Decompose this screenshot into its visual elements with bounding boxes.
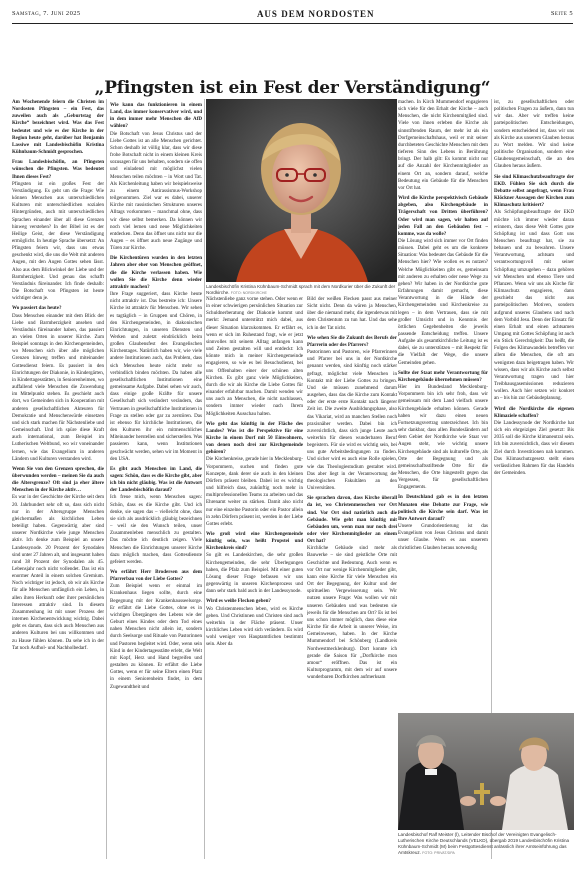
article-paragraph: Dass Menschen einander mit dem Blick der Liebe und Barmherzigkeit ansehen und Verständnis füreinander haben, das passiert an vielen Orten in unserer Kirche. Zum Beispiel sonntags in den Kirchengemeinden, wo Menschen sich über alle möglichen Grenzen hinweg treffen und miteinander Gottesdienst feiern. Es passiert in den Einrichtungen der Diakonie, in Kindergärten, in Kindertagesstätten, in Seniorenheimen, wo auffallend viele Menschen die Zuwendung im Mittelpunkt stehen. Es geschieht auch dort, wo Gemeinden sich in Kooperation mit anderen gesellschaftlichen Akteuren für Demokratie und Menschenwürde einsetzen und sich stark machen für Nächstenliebe und Gemeinschaft. Und ich spüre diese Kraft auch international, zum Beispiel im Lutherischen Weltbund, wo wir voneinander lernen, wie das Evangelium in anderen Ländern und Kulturen verstanden wird.	[12, 312, 104, 462]
issue-date: Samstag, 7. Juni 2025	[12, 10, 81, 17]
article-paragraph: Pfingsten ist ein großes Fest der Verständigung. Es geht um die Frage: Wie können Menschen aus unterschiedlichen Kulturen mit unterschiedlichen sozialen Hintergründen, auch mit unterschiedlichen Sprachen einander über all diese Grenzen hinweg verstehen? In der Bibel ist es der Heilige Geist, der diese Verständigung ermöglicht. In heutige Sprache übersetzt: An Pfingsten feiern wir, dass uns etwas geschenkt wird, die uns die Welt mit anderen Augen, mit den Augen Gottes sehen lässt. Also aus dem Blickwinkel der Liebe und der Barmherzigkeit. Und genau das schafft Verständnis füreinander. Ich finde deshalb: Die Botschaft von Pfingsten ist heute wichtiger denn je.	[12, 180, 104, 302]
article-paragraph: Die Kirchenkreise, gerade hier in Mecklenburg-Vorpommern, suchen und finden gute Konzepte, dank derer sie auch in den kleinen Dörfern präsent bleiben. Dabei ist es wichtig und hilfreich dass, zukünftig noch mehr in multiprofessionellen Teams zu arbeiten und das Ehrenamt weiter zu stärken. Damit also nicht nur eine einzelne Pastorin oder ein Pastor allein in zehn Dörfern präsent ist, werden in der Liebe Gottes erlebt.	[206, 456, 303, 527]
interview-question: Wie geht das künftig in der Fläche des Landes? Was ist die Perspektive für eine Kirche in einem Dorf mit 50 Einwohnern, von denen noch drei zur Kirchgemeinde gehören?	[206, 420, 303, 456]
article-paragraph: Zum Beispiel wenn er einmal im Krankenhaus liegen sollte, durch eine Begegnung mit der Krankenhausseelsorge. Er erfährt die Liebe Gottes, ohne es in wichtigen Übergängen des Lebens wie der Geburt eines Kindes oder dem Tod eines nahen Menschen nicht allein ist, sondern durch Seelsorge und Rituale von Pastorinnen und Pastoren begleitet wird. Oder, wenn sein Kind in der Kindertagesstätte erlebt, die Welt mit Kopf, Herz und Hand begreifen und gestalten zu können. Er erfährt die Liebe Gottes, wenn er für seine Eltern einen Platz in einem Seniorenheim findet, in dem Zugewandtheit und	[110, 583, 202, 690]
article-paragraph: Die Lösung wird sich immer vor Ort finden müssen. Dabei geht es um die konkrete Situation: Was bedeutet das Gebäude für die Menschen hier? Wie wollen es es nutzen? Welche Möglichkeiten gibt es, gemeinsam mit anderen zu erhalten oder neue Wege zu gehen? Wir haben in der Nordkirche gute Erfahrungen damit gemacht, diese Verantwortung in die Hände der Kirchengemeinden und Kirchenkreise zu legen – in dem Vertrauen, dass sie mit großer Umsicht und in Kenntnis der örtlichen Gegebenheiten die jeweils passende Entscheidung treffen. Unsere Aufgabe als gesamtkirchliche Leitung ist es dabei, sie zu unterstützen – mit Respekt für die Vielfalt der Wege, die unsere Gemeinden gehen.	[398, 237, 488, 366]
ceremony-illustration	[398, 713, 574, 830]
article-paragraph: Hier im Bundesland Mecklenburg-Vorpommern bin ich sehr froh, dass wir gemeinsam mit dem Land vielfach unsere Kirchengebäude erhalten können. Gerade haben wir dazu einen neuen Fortsetzungsvertrag unterzeichnet. Ich bin sehr dankbar, dass allen Bundesländern auf dem Gebiet der Nordkirche wie Staat vor Augen steht, wie wichtig unsere Kirchengebäude sind als kulturelle Orte, als Orte der Begegnung und als gemeinschaftsstiftende Orte für die Menschen, die Orte hingestellt gegen das Vergessen, für gesellschaftlichen Engagements.	[398, 384, 488, 491]
interview-question: Wie sehen Sie die Zukunft des Berufs der Pfarrerin oder des Pfarrers?	[307, 334, 397, 348]
ceremony-caption	[398, 832, 574, 856]
article-paragraph: Die Landessynode der Nordkirche hat sich ein ehrgeiziges Ziel gesetzt: Bis 2035 soll die Kirche klimaneutral sein. Ich bin zuversichtlich, dass wir diesem Ziel durch Investitionen nah kommen. Das Klimaschutzgesetz stellt einen verlässlichen Rahmen für das Handeln der Gemeinden.	[494, 419, 574, 476]
interview-question: Wird es weiße Flecken geben?	[206, 598, 271, 605]
page-masthead	[12, 4, 573, 24]
column-divider	[204, 99, 205, 859]
interview-question: Sie sind Klimaschutzbeauftragte der EKD. Fühlen Sie sich durch die Debatte selbst angefragt, wenn Frau Klöckner Aussagen der Kirchen zum Klimaschutz kritisiert?	[494, 173, 574, 209]
article-paragraph: Wo Christenmenschen leben, wird es Kirche geben. Und Christinnen und Christen sind auch weiterhin in der Fläche präsent. Unser kirchliches Leben wird sich verändern. Es wird wohl weniger von Hauptamtlichen bestimmt sein. Aber da	[206, 605, 303, 648]
interview-question: Wird die Kirche perspektivisch Gebäude abgeben, also Kirchengebäude in Trägerschaft von Dritten überführen? Oder wird man sagen, wir halten auf jeden Fall an den Gebäuden fest – komme, was da wolle?	[398, 195, 488, 237]
article-column-3	[206, 296, 303, 766]
article-paragraph: Kirchliche Gebäude sind mehr als Bauwerke – sie sind geistliche Orte mit Geschichte und Bedeutung. Auch wenn es vor Ort nur wenige Kirchenmitglieder gibt, kann eine Kirche für viele Menschen ein Ort der Begegnung, der Kultur und der spirituellen Vergewisserung sein. Wir nutzen unsere Frage: Was wollen wir mit unseren Gebäuden und was bedeuten sie jeweils für die Menschen am Ort? Es ist bei uns schon immer möglich, dass diese eine Kirche für die Arbeit in unserer Weise, im Gemeinwesen, haben. In der Kirche Mummendorf bei Schönberg (Landkreis Nordwestmecklenburg). Dort konnte ich gerade die Saison für „Dorfkirche mon amour“ eröffnen. Das ist ein Kulturprogramm, mit dem wir auf unsere wunderbaren Dorfkirchen aufmerksam	[307, 545, 397, 681]
page-number: Seite 5	[550, 10, 573, 17]
portrait-credit: FOTO: NORDKIRCHE	[230, 291, 267, 295]
article-paragraph: Pastorinnen und Pastoren, wie Pfarrerinnen und Pfarrer bei uns in der Nordkirche genannt werden, sind künftig noch stärker gefragt, möglichst viele Menschen in Kontakt mit der Liebe Gottes zu bringen. Und sie müssen zunehmend darum ausgehen, dass das die Kirche zum Kontakt oder der erste erste Kontakt nach längerer Zeit ist. Die zweite Ausbildungsphase, also das Vikariat, wird an manchen Stellen noch praxisnäher werden. Dabei bin ich zuversichtlich, dass sich junge Leute auch weiterhin für diesen wunderbaren Beruf begeistern. Für sie wird es wichtig sein, bei uns gute Arbeitsbedingungen zu finden. Und sicher wird es auch eine Rolle spielen, wie das Theologiestudium gestaltet wird. Das aber liegt in der Verantwortung der theologischen Fakultäten an den Universitäten.	[307, 349, 397, 492]
interview-question: Sollte der Staat mehr Verantwortung für Kirchengebäude übernehmen müssen?	[398, 369, 488, 383]
article-paragraph: So gilt es Landeskirchen, die sehr großen Kirchengemeinden, die sehr Überlegungen haben, die Pfalz zum Beispiel. Mit einer guten Lösung dieser Frage befassen wir uns gegenwärtig in unseren Kirchenprozess und dann sehr stark bald auch in der Landessynode.	[206, 552, 303, 595]
column-divider	[106, 99, 107, 859]
ceremony-photo	[398, 713, 574, 830]
article-lead: Am Wochenende feiern die Christen im Nordosten Pfingsten – ein Fest, das zuweilen auch als „Geburtstag der Kirche“ bezeichnet wird. Was das Fest bedeutet und wie es der Kirche in der Region heute geht, darüber hat Benjamin Lassiwe mit Landesbischöfin Kristina Kühnbaum-Schmidt gesprochen.	[12, 99, 104, 156]
interview-question: Frau Landesbischöfin, an Pfingsten wünschen die Pfingsten. Was bedeutet Ihnen dieses Fest?	[12, 159, 104, 180]
interview-question: Wo passiert das heute?	[12, 305, 62, 312]
interview-question: Wenn Sie von den Grenzen sprechen, die überwunden werden – meinen Sie da auch die Altersgrenze? Oft sind ja eher ältere Menschen in der Kirche aktiv…	[12, 465, 104, 494]
article-paragraph: Ihre Frage suggeriert, dass Kirche heute nicht attraktiv ist. Das bestreite ich: Unsere Kirche ist attraktiv für Menschen. Wir sehen es tagtäglich – in Gruppen und Chören, in den Kirchengemeinden, in diakonischen Einrichtungen, in unseren Diensten und Werken und zuletzt eindrücklich beim großen Glaubensfest des Evangelischen Kirchentages. Natürlich haben wir, wie viele andere Institutionen auch, das Problem, dass sich Menschen heute nicht mehr so verbindlich binden möchten. Da haben alle gesellschaftlichen Institutionen eine gemeinsame Aufgabe. Dabei sehen wir auch, dass einige große Kräfte für unsere Gesellschaft sich verändert verändern, das Vertrauen in gesellschaftliche Institutionen in Frage zu stellen oder gar zu zerstören. Das ist ebenso für kirchliche Institutionen, die den Kulturen ihr ein mitmenschliches Miteinander herstellen und sicherstellen. Was passieren kann, wenn Institutionen geschwächt werden, sehen wir im Moment in den USA.	[110, 291, 202, 462]
portrait-caption-text: Landesbischöfin Kristina Kühnbaum-Schmidt sprach mit dem Nordkurier über die Zukunft der Nordkirche.	[206, 284, 396, 295]
article-paragraph: ist, zu gesellschaftlichen oder politischen Fragen zu äußern, dann tun wir das. Aber wir treffen keine parteipolitischen Entscheidungen, sondern entscheidend ist, dass wir uns als Kirche aus unserem Glauben heraus zu Wort melden. Wir sind keine politische Organisation, sondern eine Glaubensgemeinschaft, die an den Glauben heraus äußern.	[494, 99, 574, 170]
article-paragraph: Ich freue mich, wenn Menschen sagen: Schön, dass es die Kirche gibt. Und ich denke, sie sagen das – vielleicht ohne, dass sie sich als ausdrücklich gläubig bezeichnen – weil sie den Wunsch teilen, unser Zusammenleben menschlich zu gestalten. Das möchte ich deutlich zeigen. Viele Menschen die Einrichtungen unserer Kirche dazu möglich machen, dass Gottesdienste gefeiert werden.	[110, 494, 202, 565]
article-column-4	[307, 296, 397, 859]
article-paragraph: Als Schöpfungsbeauftragte der EKD möchte ich immer wieder daran erinnern, dass diese Welt Gottes gute Schöpfung ist und dass Gott uns Menschen beauftragt hat, sie zu bebauen und zu bewahren. Unsere Verantwortung, achtsam und verantwortungsvoll mit seiner Schöpfung umzugehen – dazu gehören wir Menschen und ebenso Tiere und Pflanzen. Wenn wir uns als Kirche für Klimaschutz engagieren, dann geschieht das nicht aus parteipolitischen Motiven, sondern aufgrund unseres Glaubens und nach dem Vorbild Jesu. Denn der Einsatz für einen Erhalt und einen achtsamen Umgang mit Gottes Schöpfung ist auch ein Stück Gerechtigkeit: Das heißt, die Folgen des Klimawandels betreffen vor allem die Menschen, die oft am wenigsten dazu beigetragen haben. Wir wissen, dass wir als Kirche auch selbst Verantwortung tragen und hier Treibhausgasemissionen reduzieren wollen. Auch hier setzen wir konkret an – bis hin zur Gebäudeplanung.	[494, 209, 574, 402]
article-paragraph: Es war in der Geschichte der Kirche seit dem 20. Jahrhundert sehr oft so, dass sich nicht nur in der Altersgruppe Menschen gleichermaßen als kirchlichen Leben beteiligt haben. Gegenwärtig aber sind unserer Nordkirche viele junge Menschen aktiv. Ich denke zum Beispiel an unsere Landessynode. 20 Prozent der Synodalen sind unter 27 Jahren alt, und insgesamt haben rund 38 Prozent der Synodalen als 45. Lebensjahr noch nicht vollendet. Das ist ein enormer Anteil in einem solchen Gremium. Noch wichtiger ist jedoch, ob wir als Kirche für alle Menschen umfänglich ein Leben, in allen ihren Herkunft oder ihrer persönlichen Interessen attraktiv sind. In diesem Zusammenhang ist mit unser Prozess der internen Kirchenentwicklung wichtig. Dabei geht es darum, dass sich auch Menschen aus anderen Kulturen bei uns willkommen und zu Hause fühlen können. Da sehe ich in der Tat noch Aufhol- und Nachholbedarf.	[12, 494, 104, 651]
ceremony-caption-text: Landesbischof Ralf Meister (l), Leitender Bischof der Vereinigten Evangelisch-Lutherischen Kirche Deutschlands (VELKD), übergab 2019 Landesbischöfin Kristina Kühnbaum-Schmidt (M) beim Festgottesdienst anlässlich ihrer Amtseinführung das Amtskreuz.	[398, 832, 570, 855]
interview-question: Wird die Nordkirche die eigenen Klimaziele schaffen?	[494, 405, 574, 419]
interview-question: Es gibt auch Menschen im Land, die sagen: Schön, dass es die Kirche gibt, aber ich bin nicht gläubig. Was ist die Antwort der Landesbischöfin darauf?	[110, 465, 202, 494]
article-paragraph: Nächstenliebe ganz vorne stehen. Oder wenn er in einer schwierigen persönlichen Situation zur Schuldnerberatung der Diakonie kommt und merkt: Jemand unterstützt mich dabei, aus dieser Situation klarzukommen. Er erfährt es, wenn er sich im Ruhestand fragt, wie er jetzt sinnvolles mit seinem Alltag anfangen kann und Zeiten gestalten will und entdeckt: Ich könnte mich in meiner Kirchengemeinde engagieren, so wie es bei Besuchsdienst, bei uns Offenhalten einer der schönen alten Kirchen. Es gibt ganz viele Möglichkeiten, durch die wir als Kirche die Liebe Gottes für einander erfahrbar machen. Damit wenden wir uns auch an Menschen, die nicht nachlassen, sondern immer wieder nach Ihrem Möglichkeiten Ausschau halten.	[206, 296, 303, 417]
article-column-1	[12, 99, 104, 859]
interview-question: In Deutschland gab es in den letzten Monaten eine Debatte zur Frage, wie politisch die Kirche sein darf. Was ist Ihre Antwort darauf?	[398, 494, 488, 522]
ceremony-credit: FOTO: PRIVAT/DPA	[422, 851, 455, 855]
article-paragraph: Die Botschaft von Jesus Christus und der Liebe Gottes ist an alle Menschen gerichtet. Schon deshalb ist völlig klar, dass wir diese frohe Botschaft nicht in einem kleinen Kreis sozusagen für uns behalten, sondern sie offen und einladend mit möglichst vielen Menschen teilen möchten – in Wort und Tat. Als Kirchenleitung haben wir beispielsweise zu einem Antirassismus-Workshop teilgenommen. Ziel war es dabei, unserer Kirche mit rassistischen Strukturen unseres Alltags vorkommen – manchmal ohne, dass wir diese selbst bemerken. Da können wir noch viel lernen und neue Möglichkeiten entdecken. Denn das öffnet uns nicht nur die Augen – es öffnet auch neue Zugänge und Türen zur Kirche.	[110, 130, 202, 252]
article-paragraph: Bild der weißen Flecken passt aus meiner Sicht nicht. Denn da wären ja Menschen, über die niemand mehr, die irgendetwas mit dem Christentum zu tun hat. Und das sehe ich in der Tat nicht.	[307, 296, 397, 331]
interview-question: Wo erfährt Herr Brodersen aus dem Pfarrerbau von der Liebe Gottes?	[110, 569, 202, 583]
article-paragraph: machen. In Kirch Mummendorf engagieren sich viele für den Erhalt der Kirche – auch Menschen, die nicht Kirchenmitglied sind. Viele von ihnen erleben die Kirche als sinnstiftenden Raum, der mehr ist als ein Dorfgemeinschaftshaus, weil er mit seiner durchbeteten Geschichte Menschen mit dem tieferen Sinn des Lebens in Berührung bringt. Der halb gilt: Es kommt nicht nur auf die Anzahl der Kirchenmitglieder an einem Ort an, sondern darauf, welche Bedeutung ein Gebäude für die Menschen vor Ort hat.	[398, 99, 488, 191]
portrait-illustration	[206, 99, 397, 282]
portrait-caption	[206, 284, 397, 296]
interview-question: Wie groß wird eine Kirchengemeinde künftig sein, was heißt Propstei und Kirchenkreis sind?	[206, 531, 303, 552]
article-column-2	[110, 99, 202, 859]
section-title: AUS DEM NORDOSTEN	[256, 8, 375, 19]
article-paragraph: Unsere Grundorientierung ist das Evangelium von Jesus Christus und damit unser Glaube. Wenn es aus unserem christlichen Glauben heraus notwendig	[398, 523, 488, 551]
article-headline: „Pfingsten ist ein Fest der Verständigung“	[94, 78, 491, 98]
interview-question: Die Kirchentüren wurden in den letzten Jahren aber eher von Menschen geöffnet, die die Kirche verlassen haben. Wie wollen Sie die Kirche denn wieder attraktiv machen?	[110, 255, 202, 290]
interview-question: Sie sprachen davon, dass Kirche überall da ist, wo Christenmenschen vor Ort sind. Vor Ort sind natürlich auch die Gebäude. Wie geht man künftig mit Gebäuden um, wenn man nur noch drei oder vier Kirchenmitglieder an einem Ort hat?	[307, 495, 397, 545]
portrait-photo	[206, 99, 397, 282]
interview-question: Wie kann das funktionieren in einem Land, das immer konservativer wird, und in dem immer mehr Menschen die AfD wählen?	[110, 102, 202, 130]
